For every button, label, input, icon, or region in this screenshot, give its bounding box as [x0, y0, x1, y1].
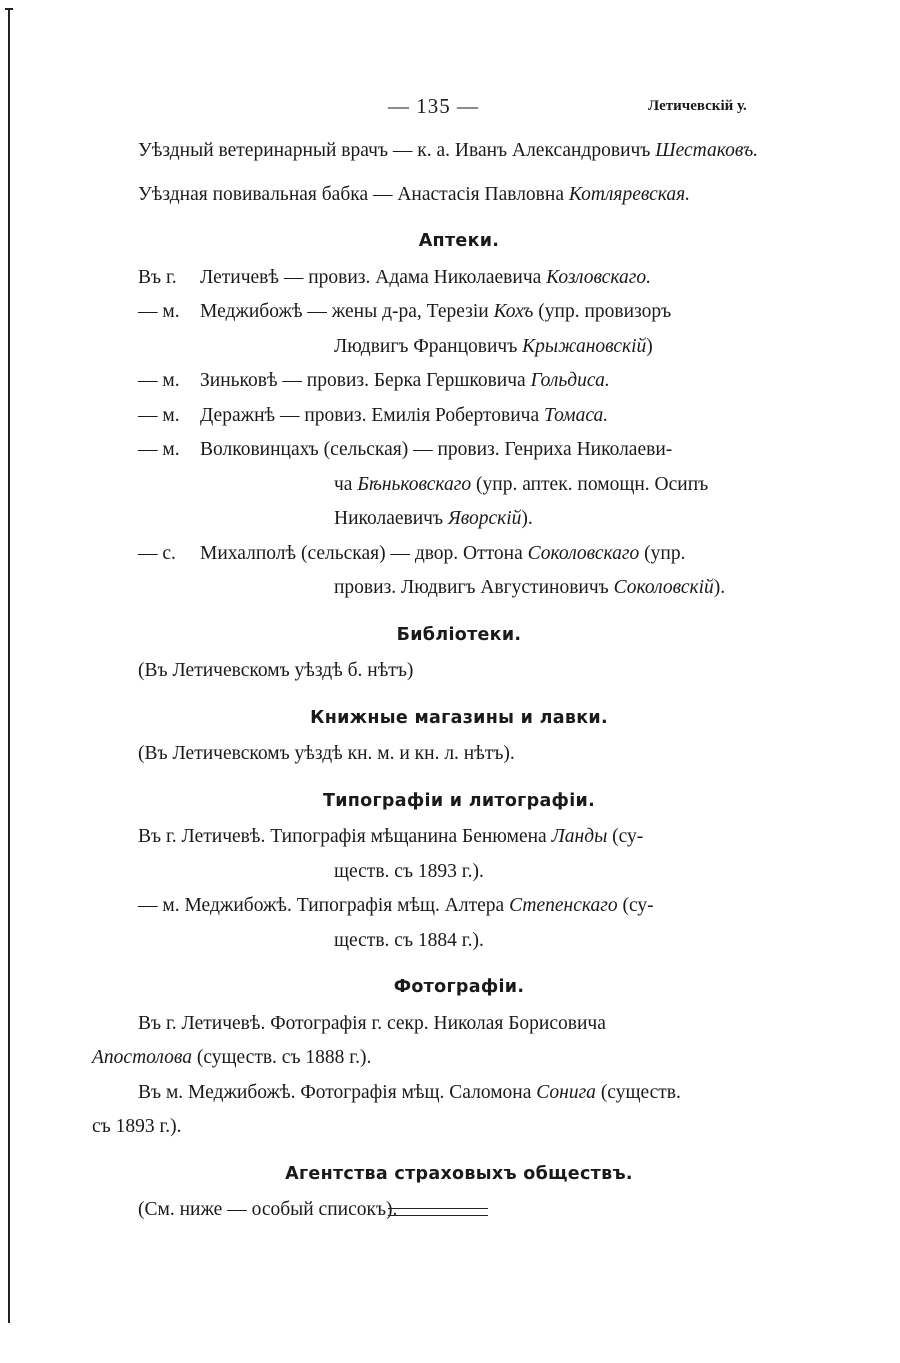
entry-rest: (упр.: [639, 542, 686, 564]
entry-rest: (существ. съ 1888 г.).: [192, 1047, 372, 1068]
entry-body: [200, 261, 780, 296]
entry-rest: ): [646, 335, 653, 357]
entry-rest: ).: [713, 577, 726, 598]
pharmacy-entry: [138, 537, 780, 572]
entry-lead: — м.: [138, 439, 180, 460]
entry-text: Людвигъ Францовичъ: [334, 335, 523, 357]
pharmacy-entry: [138, 433, 780, 468]
entry-rest: (упр. провизоръ: [533, 301, 672, 322]
entry-surname: Козловскаго.: [546, 266, 651, 288]
entry-surname: Сонига: [536, 1081, 596, 1103]
entry-text: Волковинцахъ (сельская) — провиз. Генриха Николаеви-: [200, 439, 673, 460]
page-edge-tick: [5, 8, 13, 10]
printing-entry: [138, 820, 780, 855]
entry-surname: Кохъ: [493, 301, 534, 322]
entry-text: Зиньковѣ — провиз. Берка Гершковича: [200, 370, 531, 391]
running-head: Летичевскій у.: [648, 98, 747, 114]
entry-text: Михалполѣ (сельская) — двор. Оттона: [200, 542, 528, 564]
section-heading-insurance: Агентства страховыхъ обществъ.: [285, 1163, 633, 1184]
section-heading-pharmacies: Аптеки.: [418, 231, 500, 251]
page-header: [0, 94, 900, 118]
closing-double-rule: [388, 1208, 488, 1216]
printing-entry-continuation: ществ. съ 1893 г.).: [334, 860, 484, 882]
printing-entry-continuation: ществ. съ 1884 г.).: [334, 929, 484, 951]
entry-text: Въ г. Летичевѣ. Типографія мѣщанина Бенюмена: [138, 826, 552, 847]
photography-entry: [138, 1076, 780, 1111]
section-heading-libraries: Библіотеки.: [396, 624, 522, 645]
entry-rest: (су-: [607, 826, 644, 847]
page-edge-line: [8, 8, 10, 1323]
entry-surname: Степенскаго: [509, 895, 618, 916]
pharmacy-entry: [138, 399, 780, 434]
entry-continuation: [138, 502, 780, 537]
entry-text: — м. Меджибожѣ. Типографія мѣщ. Алтера: [138, 895, 510, 916]
page-number: — 135 —: [388, 94, 479, 118]
entry-surname: Бѣньковскаго: [357, 473, 472, 495]
entry-rest: (упр. аптек. помощн. Осипъ: [471, 473, 709, 495]
libraries-note: (Въ Летичевскомъ уѣздѣ б. нѣтъ): [138, 660, 414, 681]
entry-lead: — с.: [138, 542, 176, 564]
entry-surname: Крыжановскій: [522, 335, 647, 357]
entry-surname: Томаса.: [543, 404, 609, 426]
official-text: Уѣздная повивальная бабка — Анастасія Павловна: [138, 183, 569, 205]
entry-body: [200, 399, 780, 434]
photography-entry-continuation: [92, 1041, 780, 1076]
entry-text: Въ м. Меджибожѣ. Фотографія мѣщ. Саломона: [138, 1081, 537, 1103]
pharmacy-entry: [138, 295, 780, 330]
section-heading-bookshops: Книжные магазины и лавки.: [310, 707, 608, 728]
photography-entry-continuation: съ 1893 г.).: [92, 1116, 182, 1137]
printing-entry: [138, 889, 780, 924]
official-vet: [138, 134, 780, 169]
entry-rest: (су-: [617, 895, 654, 916]
entry-text: Меджибожѣ — жены д-ра, Терезіи: [200, 301, 494, 322]
entry-text: Въ г. Летичевѣ. Фотографія г. секр. Николая Борисовича: [138, 1012, 606, 1034]
entry-surname: Апостолова: [92, 1047, 192, 1068]
entry-surname: Гольдиса.: [530, 370, 610, 391]
entry-rest: (существ.: [595, 1081, 681, 1103]
section-heading-printing: Типографіи и литографіи.: [322, 790, 596, 811]
entry-lead: Въ г.: [138, 266, 177, 288]
official-midwife: [138, 178, 780, 213]
entry-continuation: [138, 330, 780, 365]
entry-continuation: [138, 468, 780, 503]
insurance-note: (См. ниже — особый списокъ).: [138, 1199, 398, 1220]
entry-surname: Соколовскій: [613, 577, 714, 598]
entry-rest: ).: [521, 508, 533, 529]
entry-continuation: [138, 571, 780, 606]
entry-lead: — м.: [138, 301, 180, 322]
pharmacy-entry: [138, 261, 780, 296]
entry-text: Летичевѣ — провиз. Адама Николаевича: [200, 266, 547, 288]
entry-text: Деражнѣ — провиз. Емилія Робертовича: [200, 404, 544, 426]
official-text: Уѣздный ветеринарный врачъ — к. а. Иванъ Александровичъ: [138, 140, 656, 161]
entry-lead: — м.: [138, 370, 180, 391]
entry-text: Николаевичъ: [334, 508, 448, 529]
bookshops-note: (Въ Летичевскомъ уѣздѣ кн. м. и кн. л. нѣтъ).: [138, 743, 515, 764]
entry-surname: Ланды: [551, 826, 608, 847]
entry-lead: — м.: [138, 404, 180, 426]
official-surname: Шестаковъ.: [655, 140, 759, 161]
entry-body: [200, 364, 780, 399]
entry-body: [200, 537, 780, 572]
page-content: [92, 134, 780, 1228]
entry-surname: Яворскій: [447, 508, 522, 529]
photography-entry: [138, 1007, 780, 1042]
entry-text: провиз. Людвигъ Августиновичъ: [334, 577, 614, 598]
entry-body: [200, 433, 780, 468]
pharmacy-entry: [138, 364, 780, 399]
entry-body: [200, 295, 780, 330]
section-heading-photography: Фотографіи.: [393, 977, 525, 997]
entry-surname: Соколовскаго: [527, 542, 640, 564]
official-surname: Котляревская.: [568, 183, 691, 205]
entry-text: ча: [334, 473, 358, 495]
